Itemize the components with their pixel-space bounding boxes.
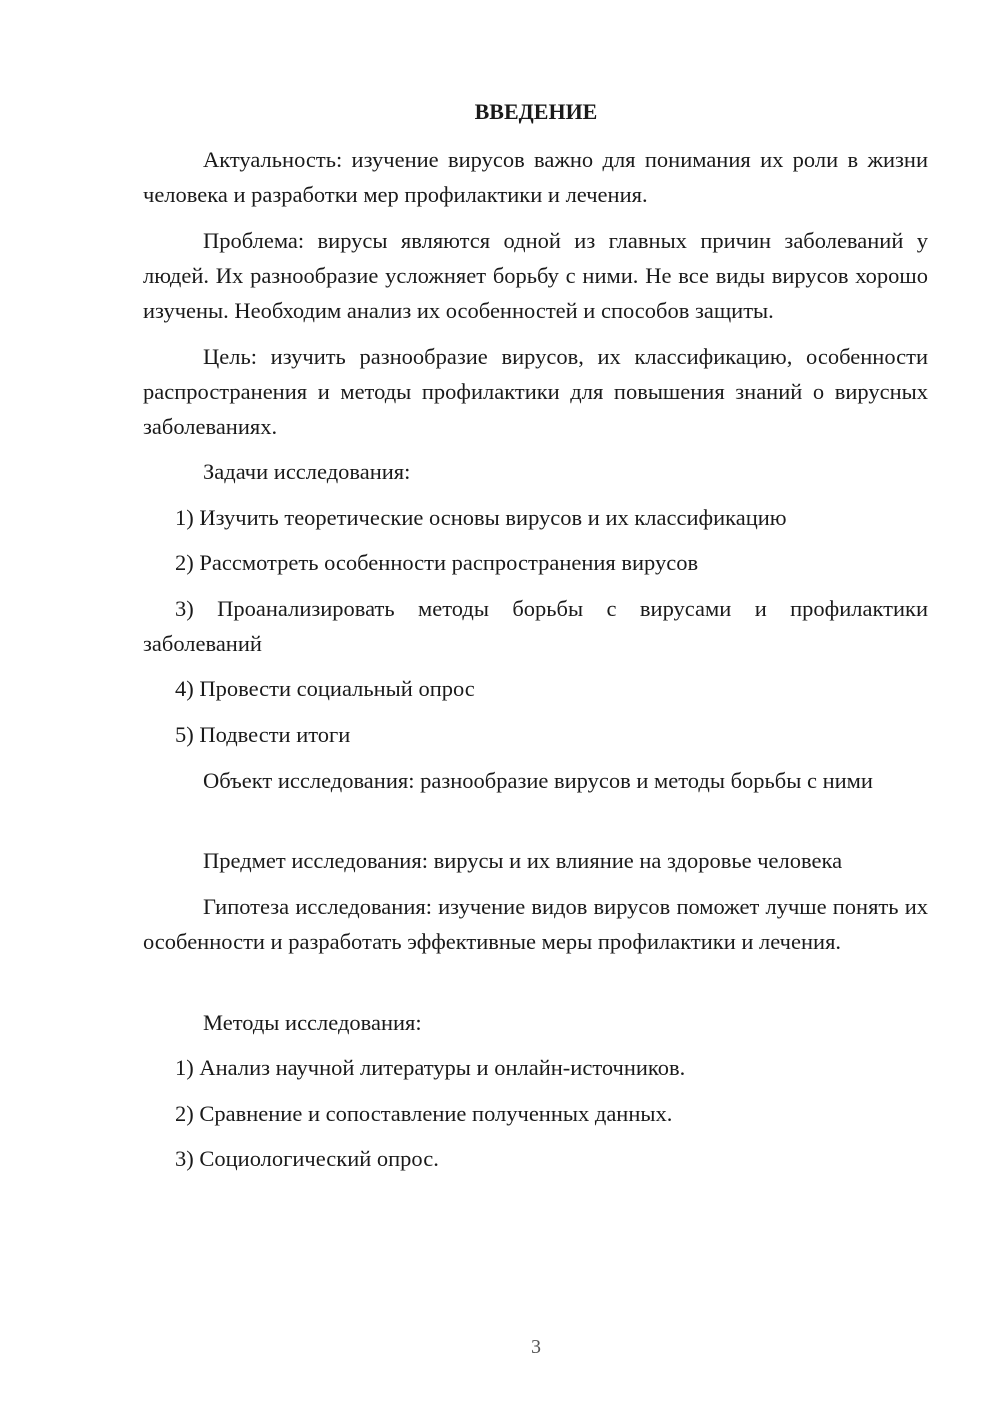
problem-paragraph: Проблема: вирусы являются одной из главных причин заболеваний у людей. Их разнообразие усложняет борьбу с ними. Не все виды вирусов хорошо изучены. Необходим анализ их особенностей и способов защиты. (143, 228, 928, 323)
hypothesis-paragraph: Гипотеза исследования: изучение видов вирусов поможет лучше понять их особенности и разработать эффективные меры профилактики и лечения. (143, 894, 928, 954)
goal-paragraph: Цель: изучить разнообразие вирусов, их классификацию, особенности распространения и методы профилактики для повышения знаний о вирусных заболеваниях. (143, 344, 928, 439)
task-item: 4) Провести социальный опрос (175, 676, 475, 701)
page-title: ВВЕДЕНИЕ (474, 99, 598, 124)
tasks-heading: Задачи исследования: (203, 459, 411, 484)
method-item: 1) Анализ научной литературы и онлайн-источников. (175, 1055, 686, 1080)
relevance-paragraph: Актуальность: изучение вирусов важно для понимания их роли в жизни человека и разработки мер профилактики и лечения. (143, 147, 928, 207)
task-item: 1) Изучить теоретические основы вирусов и их классификацию (175, 505, 787, 530)
task-item: 5) Подвести итоги (175, 722, 351, 747)
subject-paragraph: Предмет исследования: вирусы и их влияние на здоровье человека (203, 848, 843, 873)
object-paragraph: Объект исследования: разнообразие вирусов и методы борьбы с ними (203, 768, 873, 793)
page-number: 3 (531, 1336, 541, 1358)
methods-heading: Методы исследования: (203, 1010, 422, 1035)
method-item: 3) Социологический опрос. (175, 1146, 439, 1171)
task-item: 3) Проанализировать методы борьбы с вирусами и профилактики заболеваний (143, 596, 928, 656)
method-item: 2) Сравнение и сопоставление полученных данных. (175, 1101, 673, 1126)
task-item: 2) Рассмотреть особенности распространения вирусов (175, 550, 699, 575)
